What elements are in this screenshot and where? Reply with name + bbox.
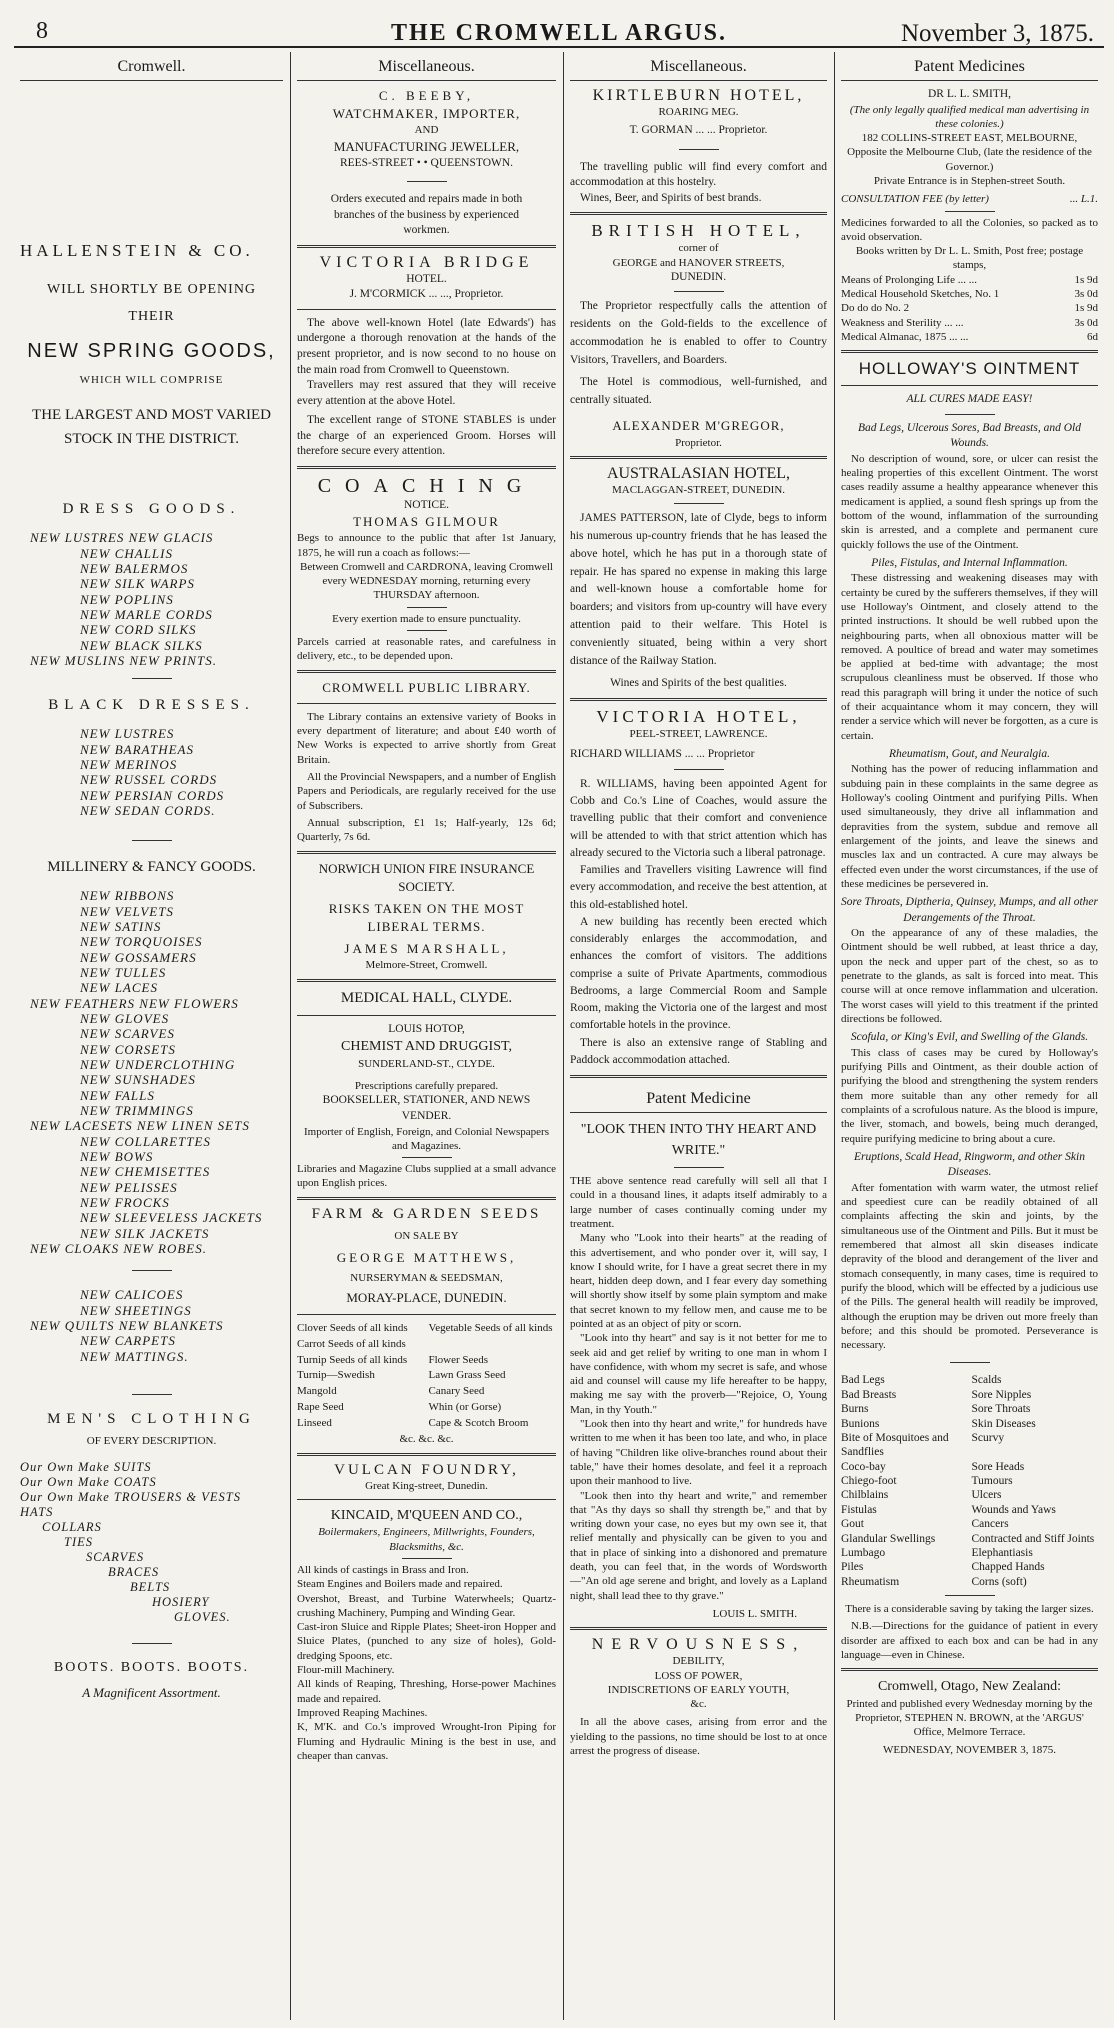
ailment-item: Tumours [971, 1475, 1013, 1488]
victoria-hotel-address: PEEL-STREET, LAWRENCE. [629, 727, 768, 740]
victoria-hotel-proprietor: RICHARD WILLIAMS ... ... Proprietor [570, 748, 755, 761]
list-item: NEW CHEMISETTES [80, 1164, 211, 1180]
book-title: Medical Almanac, 1875 ... ... [841, 330, 969, 343]
vulcan-text-4: Cast-iron Sluice and Ripple Plates; Sheet-iron Hopper and Sluice Plates, (punched to any size of holes), Gold-dredging Spoons, etc. [297, 1621, 556, 1662]
victoria-bridge-proprietor: J. M'CORMICK ... ..., Proprietor. [349, 288, 504, 301]
vulcan-address: Great King-street, Dunedin. [365, 1479, 488, 1492]
list-item: Our Own Make SUITS [20, 1460, 152, 1475]
calico-list [20, 1287, 283, 1364]
ailment-item: Elephantiasis [971, 1546, 1033, 1559]
ailment-item: Bite of Mosquitoes and Sandflies [841, 1431, 949, 1459]
medical-hall-importer: Importer of English, Foreign, and Colonial Newspapers and Magazines. [303, 1125, 549, 1152]
ailment-item: Chilblains [841, 1489, 889, 1502]
coaching-title: COACHING [317, 474, 536, 497]
ailment-item: Ulcers [971, 1489, 1002, 1502]
patent-medicine-header: Patent Medicine [570, 1084, 827, 1113]
victoria-bridge-ad [297, 254, 556, 460]
british-hotel-city: DUNEDIN. [670, 270, 727, 283]
nervousness-line-2: LOSS OF POWER, [654, 1669, 743, 1682]
book-price: 3s 0d [1074, 288, 1098, 301]
list-item: NEW UNDERCLOTHING [80, 1057, 236, 1073]
medical-hall-bookseller: BOOKSELLER, STATIONER, AND NEWS VENDER. [322, 1094, 531, 1122]
holloway-section-4-title: Sore Throats, Diptheria, Quinsey, Mumps, and all other Derangements of the Throat. [841, 896, 1098, 924]
seed-item: Mangold [297, 1385, 337, 1398]
coaching-text-2: Between Cromwell and CARDRONA, leaving Cromwell every WEDNESDAY morning, returning every THURSDAY afternoon. [300, 560, 553, 602]
medical-hall-title: MEDICAL HALL, CLYDE. [340, 989, 513, 1006]
australasian-address: MACLAGGAN-STREET, DUNEDIN. [611, 483, 786, 496]
victoria-bridge-title: VICTORIA BRIDGE [319, 253, 534, 271]
column-header: Miscellaneous. [570, 52, 827, 81]
hallenstein-name: HALLENSTEIN & CO. [20, 241, 254, 260]
list-item: NEW SATINS [80, 919, 162, 935]
vulcan-text-5: Flour-mill Machinery. [297, 1664, 395, 1677]
list-item: NEW LUSTRES [80, 726, 175, 742]
list-item: NEW LACES [80, 980, 158, 996]
library-text-1: The Library contains an extensive variety of Books in every department of literature; and about £40 worth of New Works is expected to arrive shortly from Great Britain. [297, 710, 556, 766]
millinery-heading: MILLINERY & FANCY GOODS. [47, 859, 256, 876]
issue-date: November 3, 1875. [900, 20, 1094, 47]
kirtleburn-text-2: Wines, Beer, and Spirits of best brands. [580, 191, 762, 204]
beeby-ad [297, 87, 556, 239]
opening-line: WILL SHORTLY BE OPENING [46, 282, 257, 297]
seed-item [429, 1337, 557, 1353]
ailment-item: Coco-bay [841, 1460, 886, 1473]
look-text-2: Many who "Look into their hearts" at the reading of this advertisement, and who ponder over it, will say, I know I should write, for I have a great secret there in my heart, hidden deep down, and I fear every day something will shortly show itself by some plain symptom and make that secret known to my fellow men, and cause me to be pointed at as an object of pity or scorn. [570, 1232, 827, 1330]
victoria-hotel-text-1: R. WILLIAMS, having been appointed Agent for Cobb and Co.'s Line of Coaches, would assure the travelling public that their comfort and convenience will be attended to with that strict attention which has already secured to the Victoria such a liberal patronage. [570, 777, 827, 859]
ailment-item: Rheumatism [841, 1575, 900, 1588]
holloway-sub: ALL CURES MADE EASY! [906, 393, 1033, 406]
look-into-heart-ad [570, 1119, 827, 1621]
norwich-ad [297, 860, 556, 973]
seed-item: Cape & Scotch Broom [428, 1417, 529, 1430]
farm-seeds-name: GEORGE MATTHEWS, [336, 1249, 517, 1265]
ailment-item: Cancers [971, 1518, 1009, 1531]
seed-item: Clover Seeds of all kinds [297, 1321, 408, 1334]
list-item: NEW CALICOES [80, 1287, 184, 1303]
holloway-section-6-text: After fomentation with warm water, the utmost relief and speediest cure can be readily obtained of all complaints affecting the skin and joints, by the simultaneous use of the Ointment and Pills. But it must be remembered that almost all skin diseases indicate depravity of the blood and derangement of the liver and stomach consequently, in many cases, time is required to purify the blood, which will be effected by a judicious use of the Pills. The general health will readily be improved, although the eruption may be driven out more freely than before; and this should be promoted. Perseverance is necessary. [841, 1181, 1098, 1352]
column-miscellaneous-1 [290, 52, 562, 2020]
british-hotel-text-2: The Hotel is commodious, well-furnished, and centrally situated. [570, 375, 827, 406]
list-item: NEW TRIMMINGS [80, 1103, 194, 1118]
kirtleburn-ad [570, 87, 827, 206]
list-item: NEW POPLINS [80, 591, 174, 607]
vulcan-text-1: All kinds of castings in Brass and Iron. [297, 1564, 469, 1576]
boots-heading: BOOTS. BOOTS. BOOTS. [53, 1660, 250, 1676]
nervousness-ad [570, 1636, 827, 1758]
column-header: Miscellaneous. [297, 52, 556, 81]
book-row [841, 330, 1098, 344]
coaching-notice: NOTICE. [403, 498, 450, 511]
dr-smith-books: Books written by Dr L. L. Smith, Post free; postage stamps, [855, 245, 1084, 272]
book-price: 1s 9d [1074, 273, 1098, 286]
beeby-address: REES-STREET • • QUEENSTOWN. [339, 156, 514, 169]
vulcan-name: KINCAID, M'QUEEN AND CO., [330, 1507, 523, 1523]
list-item: NEW LUSTRES NEW GLACIS [30, 530, 214, 546]
norwich-address: Melmore-Street, Cromwell. [365, 959, 488, 972]
holloway-ad [841, 359, 1098, 1662]
vulcan-text-2: Steam Engines and Boilers made and repaired. [297, 1578, 503, 1591]
seed-item: Rape Seed [297, 1401, 344, 1414]
norwich-title: NORWICH UNION FIRE INSURANCE SOCIETY. [318, 860, 535, 894]
seed-item: Canary Seed [428, 1385, 485, 1398]
list-item: NEW PELISSES [80, 1179, 178, 1195]
kirtleburn-text-1: The travelling public will find every comfort and accommodation at this hostelry. [570, 160, 827, 189]
list-item: NEW FEATHERS NEW FLOWERS [30, 995, 239, 1011]
mens-clothing-heading: MEN'S CLOTHING [47, 1410, 256, 1427]
column-cromwell [14, 52, 289, 2020]
look-text-1: THE above sentence read carefully will sell all that I could in a thousand lines, it adapts itself admirably to a large number of cases continually coming under my treatment. [570, 1175, 827, 1230]
british-hotel-name: ALEXANDER M'GREGOR, [612, 418, 785, 434]
medical-hall-ad [297, 988, 556, 1191]
ailment-item: Chapped Hands [971, 1561, 1045, 1574]
holloway-title: HOLLOWAY'S OINTMENT [858, 359, 1081, 379]
list-item: NEW BALERMOS [80, 561, 189, 577]
medical-hall-trade: CHEMIST AND DRUGGIST, [341, 1039, 512, 1055]
dr-smith-name: DR L. L. SMITH, [927, 88, 1012, 100]
list-item: NEW CLOAKS NEW ROBES. [30, 1240, 207, 1256]
coaching-text-4: Parcels carried at reasonable rates, and carefulness in delivery, etc., to be depended upon. [297, 636, 556, 663]
dr-smith-address: 182 COLLINS-STREET EAST, MELBOURNE, Opposite the Melbourne Club, (late the residence of the Governor.) [847, 132, 1092, 173]
list-item: NEW GLOVES [80, 1011, 170, 1027]
list-item: NEW SILK WARPS [80, 576, 195, 592]
list-item: NEW RUSSEL CORDS [80, 772, 218, 788]
list-item: NEW MERINOS [80, 757, 178, 773]
holloway-section-2-text: These distressing and weakening diseases may with certainty be cured by the sufferers themselves, if they will use Holloway's Ointment, and closely attend to the printed instructions. It should be well rubbed upon the neighbouring parts, when all obnoxious matter will be removed. A poultice of bread and water may sometimes be applied at bed-time with advantage; the most scrupulous cleanliness must be observed. If those who read this paragraph will bring it under the notice of such of their acquaintance whom it may concern, they will render a service which will never be forgotten, as a cure is certain. [841, 572, 1098, 742]
ailment-item: Bad Breasts [841, 1388, 897, 1401]
library-text-2: All the Provincial Newspapers, and a number of English Papers and Periodicals, are regularly received for the use of Subscribers. [297, 771, 556, 812]
medical-hall-address: SUNDERLAND-ST., CLYDE. [358, 1057, 495, 1070]
holloway-nb: N.B.—Directions for the guidance of patient in every disorder are affixed to each box and can be had in any language—even in Chinese. [841, 1620, 1098, 1661]
list-item: NEW MATTINGS. [80, 1348, 189, 1364]
list-item: NEW PERSIAN CORDS [80, 787, 225, 803]
look-text-5: "Look then into thy heart and write," and remember that "As thy days so shall thy strength be," and that by writing down your case, no eyes but my own see it, that relief mentally and physically can be given to you and that in place of sinking into a dishonored and premature death, you can feel that, in the words of Wordsworth—"An old age serene and bright, and lovely as a Lapland night, shall lead thee to thy grave." [570, 1489, 827, 1602]
list-item: NEW BLACK SILKS [80, 637, 203, 653]
ailment-item: Skin Diseases [971, 1417, 1036, 1430]
holloway-section-1-text: No description of wound, sore, or ulcer can resist the healing properties of this excellent Ointment. The worst cases readily assume a healthy appearance whenever this medicament is applied, a sound flesh springs up from the bottom of the wound, inflammation of the surrounding skin is arrested, and a complete and permanent cure quickly follows the use of the Ointment. [841, 452, 1098, 551]
seeds-list [297, 1321, 556, 1433]
list-item: NEW VELVETS [80, 903, 174, 919]
farm-seeds-address: MORAY-PLACE, DUNEDIN. [346, 1290, 507, 1306]
british-hotel-streets: GEORGE and HANOVER STREETS, [612, 256, 785, 269]
millinery-list [20, 888, 283, 1256]
victoria-bridge-text-1: The above well-known Hotel (late Edwards') has undergone a thorough renovation at the hands of the present proprietor, and is now second to no house on the main road from Cromwell to Queenstown. [297, 316, 556, 376]
book-title: Means of Prolonging Life ... ... [841, 273, 977, 286]
book-title: Do do do No. 2 [841, 302, 910, 315]
norwich-risks: RISKS TAKEN ON THE MOST LIBERAL TERMS. [328, 900, 525, 935]
page-number: 8 [36, 18, 48, 44]
library-ad [297, 679, 556, 845]
imprint-text: Printed and published every Wednesday morning by the Proprietor, STEPHEN N. BROWN, at the 'ARGUS' Office, Melmore Terrace. [846, 1697, 1093, 1739]
list-item: BELTS [130, 1580, 171, 1595]
seed-item: Lawn Grass Seed [428, 1369, 506, 1382]
look-signature: LOUIS L. SMITH. [712, 1607, 797, 1620]
list-item: NEW CORSETS [80, 1041, 176, 1057]
seed-item: Whin (or Gorse) [428, 1401, 502, 1414]
nervousness-text: In all the above cases, arising from error and the yielding to the passions, no time should be lost to at once arrest the progress of disease. [570, 1716, 827, 1757]
medical-hall-prescriptions: Prescriptions carefully prepared. [354, 1080, 499, 1093]
list-item: NEW SUNSHADES [80, 1072, 196, 1088]
which-will-comprise: WHICH WILL COMPRISE [79, 374, 224, 387]
list-item: NEW MARLE CORDS [80, 607, 213, 623]
list-item: Our Own Make COATS [20, 1475, 157, 1490]
holloway-saving: There is a considerable saving by taking the larger sizes. [845, 1603, 1094, 1616]
list-item: NEW FALLS [80, 1087, 155, 1103]
australasian-title: AUSTRALASIAN HOTEL, [606, 464, 791, 482]
dr-smith-fee-label: CONSULTATION FEE (by letter) [841, 193, 989, 206]
ailment-item: Sore Throats [971, 1403, 1031, 1416]
imprint-date: WEDNESDAY, NOVEMBER 3, 1875. [883, 1743, 1056, 1756]
medical-hall-name: LOUIS HOTOP, [388, 1022, 465, 1035]
coaching-name: THOMAS GILMOUR [353, 514, 500, 530]
opening-line-2: THEIR [128, 308, 175, 324]
list-item: NEW FROCKS [80, 1194, 170, 1210]
list-item: NEW SCARVES [80, 1026, 175, 1042]
list-item: COLLARS [42, 1520, 102, 1535]
ailment-item: Chiego-foot [841, 1475, 897, 1488]
mens-clothing-list [20, 1460, 283, 1625]
farm-seeds-trade: NURSERYMAN & SEEDSMAN, [350, 1272, 503, 1285]
ailment-item: Bunions [841, 1417, 880, 1430]
victoria-hotel-ad [570, 707, 827, 1069]
victoria-bridge-text-3: The excellent range of STONE STABLES is under the charge of an experienced Groom. Horses will therefore secure every attention. [297, 414, 556, 458]
british-hotel-title: BRITISH HOTEL, [591, 221, 806, 241]
look-text-3: "Look into thy heart" and say is it not better for me to seek aid and get relief by writing to one man in whom I have confidence, with whom my secret is safe, and whose aid and counsel will cause my life hereafter to be happy, making me say with the proverb—"Rejoice, O, Young Man, in thy Youth." [570, 1332, 827, 1416]
book-row [841, 273, 1098, 287]
nervousness-line-1: DEBILITY, [672, 1655, 725, 1668]
seed-item: Linseed [297, 1417, 332, 1430]
vulcan-foundry-ad [297, 1462, 556, 1764]
beeby-trade-2: MANUFACTURING JEWELLER, [333, 138, 520, 154]
library-text-3: Annual subscription, £1 1s; Half-yearly, 12s 6d; Quarterly, 7s 6d. [297, 816, 556, 844]
list-item: NEW RIBBONS [80, 888, 175, 904]
ailment-item: Burns [841, 1403, 869, 1416]
newspaper-title: THE CROMWELL ARGUS. [390, 20, 728, 46]
list-item: NEW SHEETINGS [80, 1302, 192, 1318]
seed-item: Turnip—Swedish [297, 1369, 375, 1382]
beeby-trade: WATCHMAKER, IMPORTER, [332, 106, 521, 122]
ailment-item: Bad Legs [841, 1374, 885, 1387]
beeby-name: C. BEEBY, [378, 88, 475, 103]
list-item: NEW BOWS [80, 1148, 154, 1164]
nervousness-line-3: INDISCRETIONS OF EARLY YOUTH, [607, 1683, 790, 1696]
british-hotel-corner: corner of [678, 242, 719, 255]
australasian-hotel-ad [570, 465, 827, 692]
seed-item: Turnip Seeds of all kinds [297, 1353, 408, 1366]
column-header: Patent Medicines [841, 52, 1098, 81]
seed-item: Vegetable Seeds of all kinds [428, 1321, 553, 1334]
book-row [841, 301, 1098, 315]
kirtleburn-title: KIRTLEBURN HOTEL, [592, 87, 805, 104]
ailment-item: Corns (soft) [971, 1575, 1027, 1588]
holloway-section-2-title: Piles, Fistulas, and Internal Inflammation. [871, 556, 1068, 569]
australasian-text-1: JAMES PATTERSON, late of Clyde, begs to inform his numerous up-country friends that he has leased the above hotel, which he has put in a thorough state of repair. He has spared no expense in making this large and well-known house a comfortable home for boarders; and visitors from up-country will have every attention paid to their welfare. This Hotel is conveniently situated, being within a very short distance of the Railway Station. [570, 512, 827, 667]
coaching-ad [297, 475, 556, 664]
book-row [841, 316, 1098, 330]
ailment-item: Scalds [971, 1374, 1002, 1387]
ailment-item: Contracted and Stiff Joints [971, 1532, 1095, 1545]
medical-hall-libraries: Libraries and Magazine Clubs supplied at a small advance upon English prices. [297, 1163, 556, 1190]
dr-smith-qualification: (The only legally qualified medical man advertising in these colonies.) [849, 103, 1090, 130]
beeby-and: AND [414, 124, 439, 137]
book-price: 3s 0d [1074, 316, 1098, 329]
ailment-item: Wounds and Yaws [971, 1503, 1056, 1516]
list-item: NEW SLEEVELESS JACKETS [80, 1210, 263, 1226]
list-item: NEW QUILTS NEW BLANKETS [30, 1317, 224, 1333]
imprint-title: Cromwell, Otago, New Zealand: [877, 1679, 1062, 1695]
column-patent-medicines [834, 52, 1104, 2020]
mens-clothing-sub: OF EVERY DESCRIPTION. [86, 1434, 217, 1447]
look-title: "LOOK THEN INTO THY HEART AND WRITE." [580, 1122, 817, 1159]
kirtleburn-proprietor: T. GORMAN ... ... Proprietor. [629, 124, 768, 137]
holloway-section-3-title: Rheumatism, Gout, and Neuralgia. [889, 747, 1050, 760]
largest-stock: THE LARGEST AND MOST VARIED STOCK IN THE DISTRICT. [32, 407, 271, 448]
holloway-section-4-text: On the appearance of any of these maladies, the Ointment should be well rubbed, at least thrice a day, upon the neck and upper part of the chest, so as to penetrate to the glands, as salt is forced into meat. This course will at once remove inflammation and ulceration. The worst cases will yield to this treatment if the printed directions be followed. [841, 927, 1098, 1025]
seeds-etc: &c. &c. &c. [399, 1433, 454, 1446]
list-item: BRACES [108, 1565, 160, 1580]
farm-seeds-on-sale: ON SALE BY [394, 1229, 459, 1242]
column-header: Cromwell. [20, 52, 283, 81]
dr-smith-private-entrance: Private Entrance is in Stephen-street South. [873, 175, 1066, 187]
victoria-hotel-text-2: Families and Travellers visiting Lawrence will find every accommodation, and receive the best attention, at this old-established hotel. [570, 864, 827, 911]
list-item: Our Own Make TROUSERS & VESTS [20, 1490, 241, 1505]
victoria-hotel-title: VICTORIA HOTEL, [596, 706, 801, 726]
vulcan-title: VULCAN FOUNDRY, [334, 1461, 519, 1478]
british-hotel-text-1: The Proprietor respectfully calls the attention of residents on the Gold-fields to the excellence of accommodation he is enabled to offer to Country Visitors, Travellers, and Boarders. [570, 300, 827, 366]
ailment-item: Lumbago [841, 1546, 886, 1559]
australasian-text-2: Wines and Spirits of the best qualities. [610, 677, 787, 690]
seed-item: Flower Seeds [428, 1353, 489, 1366]
list-item: NEW GOSSAMERS [80, 949, 197, 965]
dr-smith-forwarded: Medicines forwarded to all the Colonies, so packed as to avoid observation. [841, 216, 1098, 243]
vulcan-text-7: Improved Reaping Machines. [297, 1706, 428, 1719]
seed-item: Carrot Seeds of all kinds [297, 1337, 406, 1350]
vulcan-text-6: All kinds of Reaping, Threshing, Horse-power Machines made and repaired. [297, 1678, 556, 1705]
victoria-hotel-text-3: A new building has recently been erected which considerably enlarges the accommodation, and enhances the comfort of visitors. The additions comprise a suite of Private Apartments, commodious Bedrooms, a large Commercial Room and Sample Room, making the Victoria one of the largest and most comfortable hotels in the province. [570, 915, 827, 1032]
list-item: HATS [20, 1505, 54, 1520]
list-item: HOSIERY [152, 1595, 210, 1610]
coaching-text-1: Begs to announce to the public that after 1st January, 1875, he will run a coach as follows:— [297, 532, 556, 559]
coaching-text-3: Every exertion made to ensure punctuality. [332, 612, 521, 625]
ailment-item: Gout [841, 1518, 864, 1531]
list-item: NEW CARPETS [80, 1333, 176, 1349]
holloway-section-6-title: Eruptions, Scald Head, Ringworm, and other Skin Diseases. [854, 1150, 1085, 1179]
list-item: SCARVES [86, 1550, 145, 1565]
vulcan-text-8: K, M'K. and Co.'s improved Wrought-Iron Piping for Fluming and Hydraulic Mining is the best in use, and cheaper than canvas. [297, 1721, 556, 1762]
list-item: NEW SEDAN CORDS. [80, 803, 216, 819]
list-item: NEW CHALLIS [80, 545, 173, 561]
farm-seeds-ad [297, 1206, 556, 1447]
norwich-name: JAMES MARSHALL, [344, 941, 509, 957]
kirtleburn-sub: ROARING MEG. [658, 106, 739, 118]
book-title: Medical Household Sketches, No. 1 [841, 288, 1000, 301]
ailment-item: Fistulas [841, 1503, 877, 1516]
list-item: NEW TORQUOISES [80, 934, 203, 950]
victoria-bridge-hotel: HOTEL. [406, 272, 447, 285]
dress-goods-list [20, 530, 283, 668]
newspaper-page [14, 6, 1104, 2022]
nervousness-title: NERVOUSNESS, [591, 1636, 806, 1654]
ailment-item: Scurvy [971, 1431, 1005, 1444]
book-price: 6d [1087, 330, 1098, 343]
dr-smith-fee: ... L.1. [1069, 193, 1098, 206]
boots-sub: A Magnificent Assortment. [82, 1685, 221, 1701]
black-dresses-heading: BLACK DRESSES. [48, 697, 255, 714]
british-hotel-proprietor: Proprietor. [675, 436, 722, 449]
book-price: 1s 9d [1074, 302, 1098, 315]
list-item: NEW MUSLINS NEW PRINTS. [30, 653, 217, 669]
library-title: CROMWELL PUBLIC LIBRARY. [322, 679, 531, 695]
dr-smith-ad [841, 87, 1098, 344]
victoria-bridge-text-2: Travellers may rest assured that they will receive every attention at the above Hotel. [297, 379, 556, 407]
hallenstein-heading [20, 241, 283, 261]
list-item: NEW TULLES [80, 965, 167, 981]
masthead [14, 6, 1104, 48]
new-spring-goods: NEW SPRING GOODS, [27, 340, 276, 363]
nervousness-line-4: &c. [690, 1698, 707, 1711]
book-title: Weakness and Sterility ... ... [841, 316, 964, 329]
look-text-4: "Look then into thy heart and write," for hundreds have written to me when it has been too late, and who, in place of having "Children like olive-branches round about their table," have their homes desolate, and feel it a reproach upon their manhood to live. [570, 1418, 827, 1488]
book-row [841, 287, 1098, 301]
holloway-section-5-title: Scofula, or King's Evil, and Swelling of the Glands. [850, 1031, 1089, 1044]
beeby-text: Orders executed and repairs made in both branches of the business by experienced workmen. [330, 193, 523, 237]
holloway-section-5-text: This class of cases may be cured by Holloway's purifying Pills and Ointment, as their double action of purifying the blood and strengthening the system renders them more suitable than any other remedy for all complaints of a scrofulous nature. As the blood is impure, the liver, stomach, and bowels, being much deranged, require purifying medicine to bring about a cure. [841, 1046, 1098, 1145]
black-dresses-list [20, 726, 283, 818]
column-miscellaneous-2 [563, 52, 833, 2020]
ailment-item: Piles [841, 1561, 864, 1574]
victoria-hotel-text-4: There is also an extensive range of Stabling and Paddock accommodation attached. [570, 1036, 827, 1066]
list-item: TIES [64, 1535, 93, 1550]
british-hotel-ad [570, 221, 827, 449]
ailments-list [841, 1373, 1098, 1589]
ailment-item: Sore Nipples [971, 1388, 1032, 1401]
list-item: NEW CORD SILKS [80, 622, 197, 638]
holloway-section-3-text: Nothing has the power of reducing inflammation and subduing pain in these complaints in the same degree as Holloway's cooling Ointment and purifying Pills. When used simultaneously, they drive all inflammation and depravities from the system, subdue and remove all enlargement of the joints, and leave the sinews and muscles lax and un contracted. A cure may always be effected even under the worst circumstances, if the use of these medicines be persevered in. [841, 763, 1098, 890]
list-item: NEW COLLARETTES [80, 1133, 211, 1149]
holloway-section-1-title: Bad Legs, Ulcerous Sores, Bad Breasts, and Old Wounds. [858, 421, 1081, 450]
list-item: NEW SILK JACKETS [80, 1225, 210, 1241]
list-item: NEW BARATHEAS [80, 741, 194, 757]
vulcan-text-3: Overshot, Breast, and Turbine Waterwheels; Quartz-crushing Machinery, Pumping and Winding Gear. [297, 1592, 556, 1619]
dress-goods-heading: DRESS GOODS. [62, 501, 241, 518]
ailment-item: Sore Heads [971, 1460, 1025, 1473]
farm-seeds-title: FARM & GARDEN SEEDS [311, 1205, 542, 1222]
book-list [841, 273, 1098, 344]
list-item: GLOVES. [174, 1610, 231, 1625]
list-item: NEW LACESETS NEW LINEN SETS [30, 1118, 250, 1134]
ailment-item: Glandular Swellings [841, 1532, 936, 1545]
imprint [841, 1677, 1098, 1757]
vulcan-trade: Boilermakers, Engineers, Millwrights, Founders, Blacksmiths, &c. [318, 1526, 535, 1553]
